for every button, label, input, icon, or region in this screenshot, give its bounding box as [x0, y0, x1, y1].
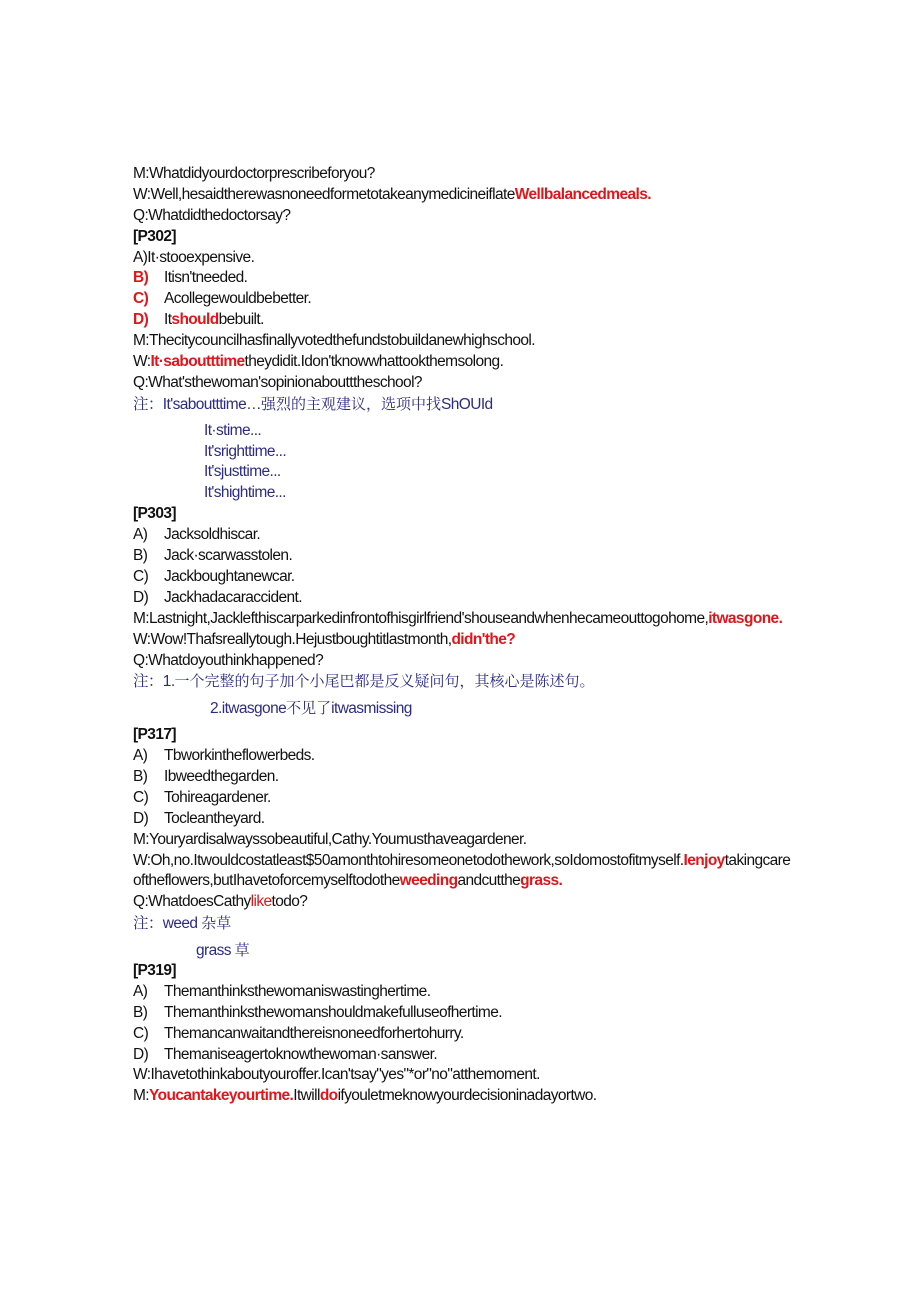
note-line [133, 394, 793, 415]
option-a [133, 982, 793, 1003]
note-text: 强烈的主观建议，选项中找 [261, 394, 442, 413]
option-text: Tohireagardener. [164, 788, 271, 806]
option-text: bebuilt. [218, 311, 264, 329]
note-text: 草 [234, 941, 250, 960]
option-c [133, 788, 793, 809]
line-text: Q:Whatdoyouthinkhappened? [133, 651, 324, 669]
line-text: Q:Whatdidthedoctorsay? [133, 206, 291, 224]
note-line [133, 698, 793, 719]
line-text: M:Lastnight,Jacklefthiscarparkedinfrontofhisgirlfriend'shouseandwhenhecameouttogohome, [133, 609, 709, 627]
option-a [133, 525, 793, 546]
highlight-text: didn'the? [451, 630, 516, 648]
dialogue-line-man [133, 164, 793, 185]
option-label: D) [133, 588, 149, 606]
option-c [133, 289, 793, 310]
section-header-p319: [P319] [133, 962, 176, 979]
option-c [133, 567, 793, 588]
option-d [133, 809, 793, 830]
note-line [133, 671, 793, 692]
line-text: theydidit.Idon'tknowwhattookthemsolong. [244, 353, 504, 371]
option-text: Themanthinksthewomaniswastinghertime. [164, 982, 431, 1000]
option-c [133, 1024, 793, 1045]
option-label: C) [133, 1024, 149, 1042]
highlight-text: Wellbalancedmeals. [514, 185, 651, 203]
option-label: D) [133, 1045, 149, 1063]
question-line [133, 892, 793, 913]
line-text: M: [133, 1087, 150, 1105]
option-text: Themaniseagertoknowthewoman·sanswer. [164, 1045, 438, 1063]
note-text: itwasmissing [331, 700, 412, 718]
highlight-text: itwasgone. [708, 609, 783, 627]
dialogue-line-woman [133, 185, 793, 206]
option-label: A) [133, 982, 148, 1000]
highlight-text: Youcantakeyourtime. [149, 1087, 294, 1105]
option-b [133, 268, 793, 289]
option-text: Themancanwaitandthereisnoneedforhertohurry. [164, 1024, 464, 1042]
option-label: A) [133, 747, 148, 765]
line-text: andcutthe [457, 872, 521, 890]
document-page [133, 164, 793, 1107]
option-text: Jack·scarwasstolen. [164, 547, 293, 565]
question-line [133, 206, 793, 227]
option-label: C) [133, 788, 149, 806]
option-label: D) [133, 311, 149, 329]
dialogue-line-man [133, 609, 793, 630]
highlight-text: It·saboutttime [150, 353, 245, 371]
option-b [133, 1003, 793, 1024]
section-header-p317: [P317] [133, 726, 176, 744]
note-sub-line: It'srighttime... [204, 442, 287, 460]
highlight-text: like [250, 893, 272, 911]
line-text: W:Ihavetothinkaboutyouroffer.Ican'tsay"yes"*or"no"atthemoment. [133, 1066, 540, 1084]
note-text: 杂草 [201, 914, 232, 933]
line-text: takingcareoftheflowers,butIhavetoforcemyselftodothe [133, 851, 791, 890]
note-text: 注：1. [133, 673, 175, 691]
option-text: Jacksoldhiscar. [164, 526, 261, 544]
option-text: Tocleantheyard. [164, 809, 265, 827]
option-d [133, 1045, 793, 1066]
option-label: B) [133, 269, 149, 287]
option-text: A)It·stooexpensive. [133, 248, 255, 266]
option-label: B) [133, 1003, 148, 1021]
line-text: ifyouletmeknowyourdecisioninadayortwo. [337, 1087, 597, 1105]
option-label: C) [133, 567, 149, 585]
line-text: todo? [271, 893, 308, 911]
option-label: B) [133, 547, 148, 565]
dialogue-line-man [133, 1086, 793, 1107]
line-text: Q:WhatdoesCathy [133, 893, 251, 911]
option-text: Themanthinksthewomanshouldmakefulluseofhertime. [164, 1003, 502, 1021]
line-text: M:Youryardisalwayssobeautiful,Cathy.Youmusthaveagardener. [133, 830, 527, 848]
highlight-text: Ienjoy [683, 851, 725, 869]
note-text: 2.itwasgone [210, 700, 287, 718]
question-line [133, 373, 793, 394]
option-a [133, 746, 793, 767]
highlight-text: do [319, 1087, 338, 1105]
section-header-p302: [P302] [133, 227, 176, 245]
option-text: Tbworkintheflowerbeds. [164, 747, 315, 765]
line-text: Q:What'sthewoman'sopinionaboutttheschool? [133, 373, 422, 391]
option-label: C) [133, 290, 149, 308]
option-b [133, 546, 793, 567]
option-b [133, 767, 793, 788]
note-line [133, 913, 793, 934]
note-sub-line: It'sjusttime... [204, 463, 281, 481]
note-line [133, 940, 793, 961]
note-sub-line: It'shightime... [204, 484, 286, 502]
option-text: It [164, 311, 172, 329]
dialogue-line-woman [133, 1065, 793, 1086]
highlight-text: grass. [520, 872, 563, 890]
line-text: W: [133, 353, 151, 371]
option-text: Itisn'tneeded. [164, 269, 248, 287]
question-line [133, 651, 793, 672]
option-label: A) [133, 526, 148, 544]
dialogue-line-woman [133, 352, 793, 373]
option-label: D) [133, 809, 149, 827]
dialogue-line-woman [133, 630, 793, 651]
highlight-text: should [171, 311, 219, 329]
line-text: W:Wow!Thafsreallytough.Hejustboughtitlastmonth, [133, 630, 452, 648]
note-text: 一个完整的句子加个小尾巴都是反义疑问句，其核心是陈述句。 [174, 672, 595, 691]
option-a [133, 248, 793, 269]
note-text: 注：It'saboutttime… [133, 395, 261, 413]
dialogue-line-man [133, 331, 793, 352]
highlight-text: weeding [399, 872, 458, 890]
dialogue-line-woman [133, 851, 793, 893]
line-text: M:Whatdidyourdoctorprescribeforyou? [133, 165, 375, 182]
dialogue-line-man [133, 830, 793, 851]
line-text: W:Well,hesaidtherewasnoneedformetotakeanymedicineiflate [133, 185, 515, 203]
note-sub-line: It·stime... [204, 421, 262, 439]
note-text: 不见了 [286, 699, 332, 718]
option-text: Ibweedthegarden. [164, 767, 279, 785]
option-label: B) [133, 767, 148, 785]
option-text: Acollegewouldbebetter. [164, 290, 312, 308]
note-text: grass [196, 942, 231, 960]
line-text: M:Thecitycouncilhasfinallyvotedthefundstobuildanewhighschool. [133, 332, 535, 350]
line-text: Itwill [293, 1087, 320, 1105]
note-text: 注：weed [133, 915, 198, 933]
option-d [133, 310, 793, 331]
option-text: Jackhadacaraccident. [164, 588, 302, 606]
section-header-p303: [P303] [133, 505, 176, 523]
line-text: W:Oh,no.Itwouldcostatleast$50amonthtohiresomeonetodothework,soIdomostofitmyself. [133, 851, 684, 869]
option-d [133, 588, 793, 609]
note-text: ShOUId [441, 395, 493, 413]
option-text: Jackboughtanewcar. [164, 567, 295, 585]
